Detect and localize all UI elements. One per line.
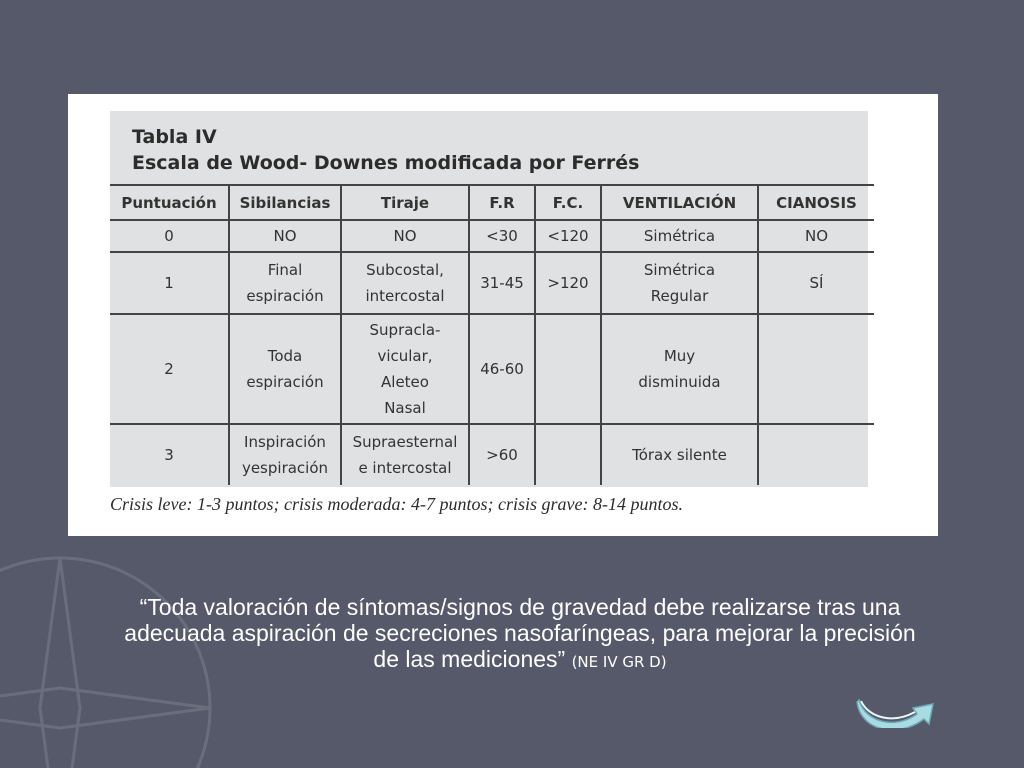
cell-ventilacion: [601, 220, 758, 252]
cell-line: Tórax silente: [632, 446, 727, 464]
cell-line: NO: [393, 227, 417, 245]
cell-ventilacion: [601, 314, 758, 424]
cell-fr: >60: [469, 424, 535, 485]
slide-caption: [60, 594, 980, 675]
u-turn-arrow-icon[interactable]: [855, 692, 950, 728]
cell-line: Final: [267, 261, 303, 279]
cell-line: Nasal: [384, 399, 426, 417]
cell-ventilacion: [601, 252, 758, 314]
cell-puntuacion: 1: [110, 252, 229, 314]
table-footnote: Crisis leve: 1-3 puntos; crisis moderada: 4-7 puntos; crisis grave: 8-14 puntos.: [110, 494, 683, 514]
col-header-fr: F.R: [469, 185, 535, 220]
cell-line: espiración: [246, 287, 324, 305]
cell-puntuacion: 3: [164, 446, 174, 464]
cell-line: Supracla-: [369, 321, 441, 339]
cell-line: Supraesternal: [352, 433, 458, 451]
col-header-ventilacion: VENTILACIÓN: [601, 185, 758, 220]
cell-fc: [535, 424, 601, 485]
cell-ventilacion: [601, 424, 758, 485]
table-row: [110, 220, 874, 252]
cell-fc: <120: [535, 220, 601, 252]
table-row: [110, 252, 874, 314]
col-header-sibilancias: Sibilancias: [229, 185, 341, 220]
cell-line: Simétrica: [643, 261, 716, 279]
cell-line: NO: [273, 227, 297, 245]
cell-fr: 31-45: [469, 252, 535, 314]
table-row: [110, 314, 874, 424]
table-row: [110, 424, 874, 485]
wood-downes-table: [110, 184, 874, 485]
cell-tiraje: [341, 424, 469, 485]
cell-tiraje: [341, 314, 469, 424]
cell-tiraje: [341, 220, 469, 252]
cell-fc: >120: [535, 252, 601, 314]
cell-fr: <30: [469, 220, 535, 252]
cell-line: Regular: [650, 287, 709, 305]
cell-puntuacion: 2: [110, 314, 229, 424]
caption-line: adecuada aspiración de secreciones nasofaríngeas, para mejorar la precisión: [124, 620, 916, 646]
cell-line: Toda: [267, 347, 303, 365]
col-header-fc: F.C.: [535, 185, 601, 220]
cell-tiraje: [341, 252, 469, 314]
cell-cianosis: SÍ: [758, 252, 874, 314]
caption-line: [60, 646, 980, 675]
cell-sibilancias: [229, 220, 341, 252]
cell-line: Subcostal,: [366, 261, 444, 279]
table-header-row: [110, 185, 874, 220]
cell-line: espiración: [246, 373, 324, 391]
cell-line: disminuida: [638, 373, 721, 391]
cell-line: yespiración: [241, 459, 329, 477]
cell-cianosis: NO: [758, 220, 874, 252]
caption-line: “Toda valoración de síntomas/signos de gravedad debe realizarse tras una: [139, 594, 901, 620]
cell-line: intercostal: [365, 287, 445, 305]
col-header-cianosis: CIANOSIS: [758, 185, 874, 220]
cell-sibilancias: [229, 314, 341, 424]
cell-sibilancias: [229, 252, 341, 314]
cell-line: Aleteo: [381, 373, 429, 391]
table-title: Tabla IV: [132, 126, 217, 148]
cell-line: e intercostal: [358, 459, 452, 477]
table-subtitle: Escala de Wood- Downes modificada por Ferrés: [132, 152, 640, 174]
cell-line: vicular,: [377, 347, 433, 365]
col-header-puntuacion: Puntuación: [110, 185, 229, 220]
cell-puntuacion: 0: [110, 220, 229, 252]
cell-line: Muy: [663, 347, 696, 365]
cell-cianosis: [758, 314, 874, 424]
cell-line: Simétrica: [643, 227, 716, 245]
cell-cianosis: [758, 424, 874, 485]
cell-fr: 46-60: [469, 314, 535, 424]
evidence-reference: (NE IV GR D): [571, 653, 667, 671]
col-header-tiraje: Tiraje: [341, 185, 469, 220]
cell-line: Inspiración: [244, 433, 326, 451]
caption-text: de las mediciones”: [373, 646, 566, 672]
table-image: [68, 94, 938, 536]
cell-sibilancias: [229, 424, 341, 485]
cell-fc: [535, 314, 601, 424]
